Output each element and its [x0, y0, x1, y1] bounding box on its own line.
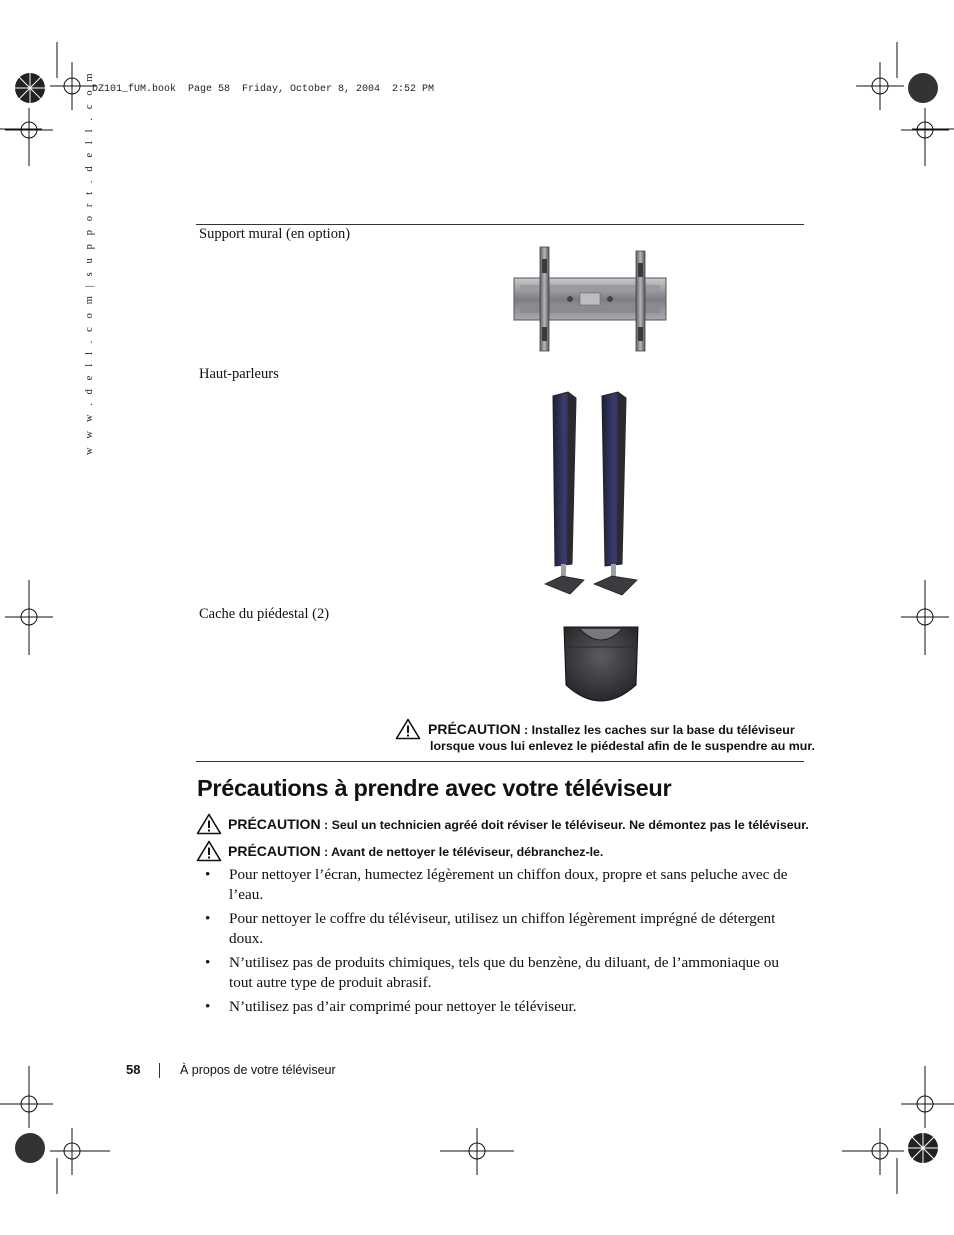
- item-label-pedestal-cover: Cache du piédestal (2): [199, 606, 330, 622]
- caution-text: : Installez les caches sur la base du téléviseur: [520, 723, 795, 737]
- list-item: • N’utilisez pas de produits chimiques, tels que du benzène, du diluant, de l’ammoniaque ou tout autre type de produit abrasif.: [205, 954, 779, 991]
- inline-caution-line2: lorsque vous lui enlevez le piédestal afin de le suspendre au mur.: [430, 739, 815, 753]
- caution-word: PRÉCAUTION: [428, 721, 521, 737]
- caution-text: : Seul un technicien agréé doit réviser le téléviseur. Ne démontez pas le téléviseur.: [320, 818, 809, 832]
- chapter-title: À propos de votre téléviseur: [180, 1063, 336, 1077]
- list-item: • Pour nettoyer l’écran, humectez légèrement un chiffon doux, propre et sans peluche avec de l’eau.: [205, 866, 788, 903]
- item-label-speakers: Haut-parleurs: [199, 366, 279, 382]
- caution-text: : Avant de nettoyer le téléviseur, débranchez-le.: [320, 845, 604, 859]
- bullet-glyph: •: [205, 998, 211, 1015]
- bullet-glyph: •: [205, 910, 211, 927]
- section-title: Précautions à prendre avec votre téléviseur: [197, 775, 672, 801]
- caution-word: PRÉCAUTION: [228, 843, 321, 859]
- list-item: • N’utilisez pas d’air comprimé pour nettoyer le téléviseur.: [205, 998, 577, 1015]
- header-file-info: DZ101_fUM.book Page 58 Friday, October 8, 2004 2:52 PM: [92, 84, 435, 95]
- bullet-glyph: •: [205, 954, 211, 971]
- sidebar-url: w w w . d e l l . c o m | s u p p o r t . d e l l . c o m: [84, 70, 95, 455]
- bullet-glyph: •: [205, 866, 211, 883]
- page-number: 58: [126, 1062, 141, 1077]
- list-item: • Pour nettoyer le coffre du téléviseur, utilisez un chiffon légèrement imprégné de détergent doux.: [205, 910, 776, 947]
- item-label-wall-mount: Support mural (en option): [199, 226, 351, 242]
- caution-word: PRÉCAUTION: [228, 816, 321, 832]
